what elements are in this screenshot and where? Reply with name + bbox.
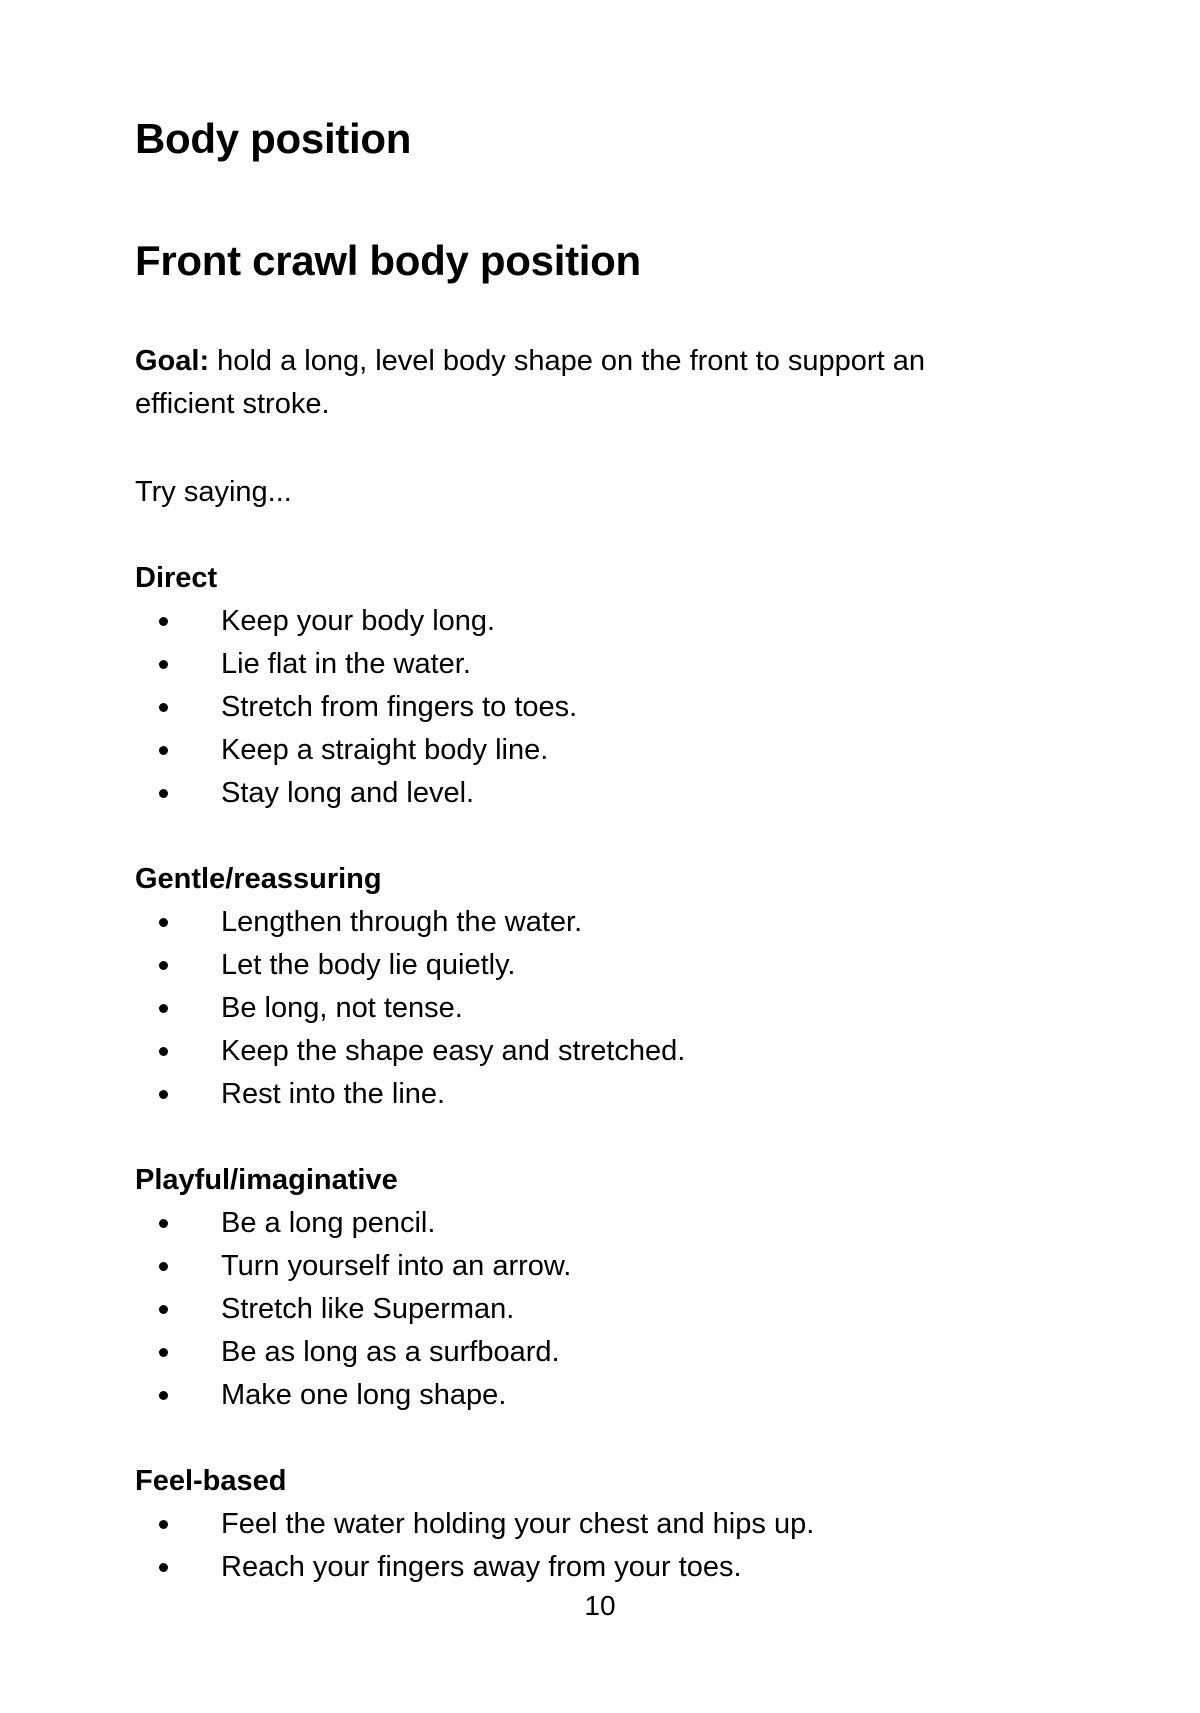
list-item-text: Stretch like Superman. — [221, 1293, 515, 1325]
bullet-icon — [159, 660, 168, 669]
list-item-text: Stay long and level. — [221, 777, 475, 809]
list-item — [135, 987, 1035, 1030]
section-direct — [135, 557, 1035, 815]
list-item-text: Lengthen through the water. — [221, 906, 583, 938]
list-item-text: Be as long as a surfboard. — [221, 1336, 560, 1368]
list-item — [135, 772, 1035, 815]
list-item-text: Turn yourself into an arrow. — [221, 1250, 572, 1282]
page-title: Body position — [135, 115, 412, 162]
list-item — [135, 944, 1035, 987]
bullet-icon — [159, 789, 168, 798]
bullet-list — [135, 1503, 1035, 1589]
list-item-text: Keep a straight body line. — [221, 734, 549, 766]
list-item-text: Rest into the line. — [221, 1078, 446, 1110]
list-item — [135, 1202, 1035, 1245]
bullet-icon — [159, 1563, 168, 1572]
list-item — [135, 686, 1035, 729]
section-gentle-reassuring — [135, 858, 1035, 1116]
list-item — [135, 1546, 1035, 1589]
list-item-text: Reach your fingers away from your toes. — [221, 1551, 742, 1583]
bullet-icon — [159, 1391, 168, 1400]
list-item-text: Lie flat in the water. — [221, 648, 471, 680]
bullet-icon — [159, 746, 168, 755]
section-heading: Gentle/reassuring — [135, 863, 382, 895]
list-item — [135, 1030, 1035, 1073]
section-feel-based — [135, 1460, 1035, 1589]
list-item — [135, 643, 1035, 686]
list-item — [135, 1331, 1035, 1374]
list-item — [135, 729, 1035, 772]
list-item-text: Feel the water holding your chest and hips up. — [221, 1508, 815, 1540]
section-heading: Direct — [135, 562, 218, 594]
list-item-text: Keep the shape easy and stretched. — [221, 1035, 686, 1067]
bullet-icon — [159, 918, 168, 927]
list-item — [135, 600, 1035, 643]
bullet-icon — [159, 961, 168, 970]
intro-text: Try saying... — [135, 476, 292, 508]
list-item — [135, 1073, 1035, 1116]
goal-label: Goal: — [135, 345, 210, 377]
list-item-text: Let the body lie quietly. — [221, 949, 516, 981]
bullet-icon — [159, 703, 168, 712]
section-heading: Feel-based — [135, 1465, 287, 1497]
bullet-icon — [159, 1219, 168, 1228]
bullet-icon — [159, 1262, 168, 1271]
list-item — [135, 1245, 1035, 1288]
goal-paragraph — [135, 340, 925, 426]
list-item — [135, 1503, 1035, 1546]
list-item-text: Make one long shape. — [221, 1379, 507, 1411]
bullet-icon — [159, 617, 168, 626]
list-item-text: Be long, not tense. — [221, 992, 463, 1024]
section-heading: Playful/imaginative — [135, 1164, 398, 1196]
bullet-list — [135, 600, 1035, 815]
list-item-text: Be a long pencil. — [221, 1207, 436, 1239]
bullet-icon — [159, 1520, 168, 1529]
bullet-list — [135, 1202, 1035, 1417]
page-number: 10 — [584, 1590, 616, 1621]
bullet-icon — [159, 1348, 168, 1357]
bullet-icon — [159, 1004, 168, 1013]
section-playful-imaginative — [135, 1159, 1035, 1417]
bullet-icon — [159, 1305, 168, 1314]
bullet-list — [135, 901, 1035, 1116]
list-item — [135, 1374, 1035, 1417]
bullet-icon — [159, 1047, 168, 1056]
bullet-icon — [159, 1090, 168, 1099]
list-item-text: Stretch from fingers to toes. — [221, 691, 578, 723]
goal-text: hold a long, level body shape on the front to support an — [209, 345, 925, 377]
list-item — [135, 1288, 1035, 1331]
section-title: Front crawl body position — [135, 237, 641, 284]
list-item-text: Keep your body long. — [221, 605, 496, 637]
goal-text-line2: efficient stroke. — [135, 388, 330, 420]
list-item — [135, 901, 1035, 944]
